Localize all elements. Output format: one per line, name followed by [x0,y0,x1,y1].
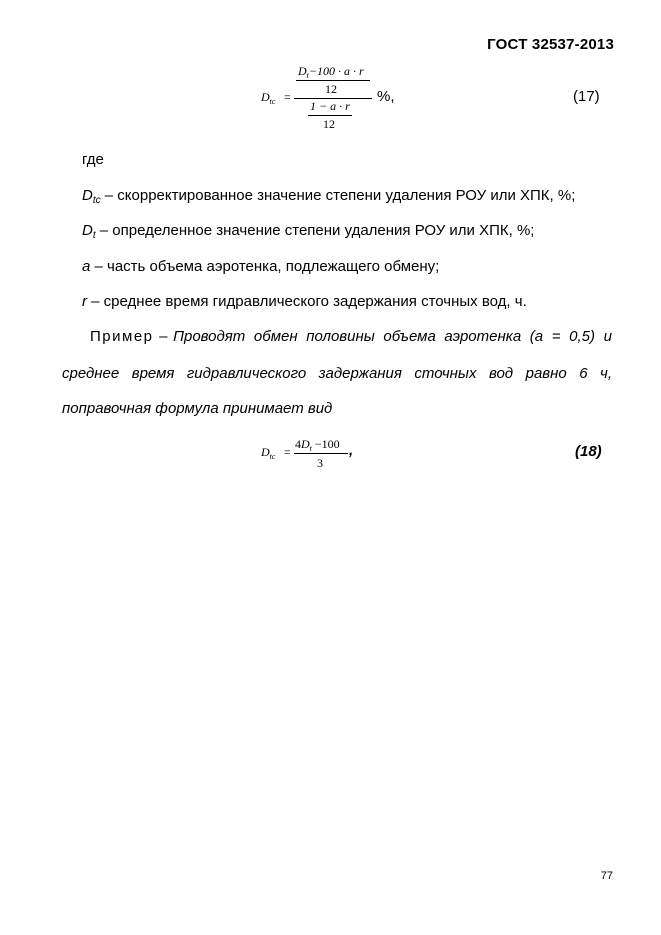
example-dash: – [153,328,174,345]
formula-18-num-prefix: 4 [295,437,301,451]
formula-18-num-rest: −100 [311,437,340,451]
formula-18-lhs [261,445,275,460]
formula-18-number: (18) [575,443,602,460]
definition-r-text: – среднее время гидравлического задержания сточных вод, ч. [87,293,527,310]
formula-18-denominator: 3 [317,456,323,470]
formula-17-bottom-frac-line [308,115,352,116]
definition-dtc [82,187,575,207]
formula-18-frac-line [294,453,348,454]
example-line-3: поправочная формула принимает вид [62,400,333,417]
definition-dt-sub: t [92,230,96,241]
definition-dtc-var: D [82,187,93,204]
formula-17-top-D: D [298,64,307,78]
formula-18-num-D: D [301,437,310,451]
formula-17-lhs-var: D [261,90,270,104]
formula-17-equals: = [284,90,291,104]
formula-17-lhs [261,90,275,105]
page-number: 77 [600,870,613,882]
formula-17-bottom-numerator: 1 − a · r [310,99,350,113]
definition-dtc-text: – скорректированное значение степени удаления РОУ или ХПК, %; [100,187,576,204]
formula-17-top-numerator [298,64,364,79]
example-line-2: среднее время гидравлического задержания сточных вод равно 6 ч, [62,365,612,382]
formula-17-top-denominator: 12 [325,82,337,96]
definition-dt [82,222,534,242]
definition-r-var: r [82,293,87,310]
definition-a [82,258,439,276]
definition-a-text: – часть объема аэротенка, подлежащего обмену; [90,258,440,275]
formula-17-top-frac-line [296,80,370,81]
where-label: где [82,151,104,168]
example-label: Пример [90,328,154,345]
formula-17-lhs-sub: tc [269,97,276,106]
formula-17-unit: %, [377,88,395,105]
example-line-1 [90,328,612,346]
formula-18-lhs-sub: tc [269,452,276,461]
formula-18-num-sub: t [309,444,312,453]
definition-dtc-sub: tc [92,195,101,206]
formula-17-number: (17) [573,88,600,105]
definition-dt-text: – определенное значение степени удаления РОУ или ХПК, %; [95,222,535,239]
formula-18-numerator [295,437,340,452]
example-text-1: Проводят обмен половины объема аэротенка (a = 0,5) и [173,328,612,345]
definition-dt-var: D [82,222,93,239]
formula-17 [0,0,661,140]
formula-18-equals: = [284,445,291,459]
formula-17-top-rest: −100 · a · r [308,64,364,78]
document-code: ГОСТ 32537-2013 [487,36,614,53]
formula-17-bottom-denominator: 12 [323,117,335,131]
formula-17-top-sub: t [306,71,309,80]
formula-18-trail: , [349,442,354,459]
formula-18 [0,430,661,480]
formula-18-lhs-var: D [261,445,270,459]
definition-a-var: a [82,258,91,275]
definition-r [82,293,527,311]
